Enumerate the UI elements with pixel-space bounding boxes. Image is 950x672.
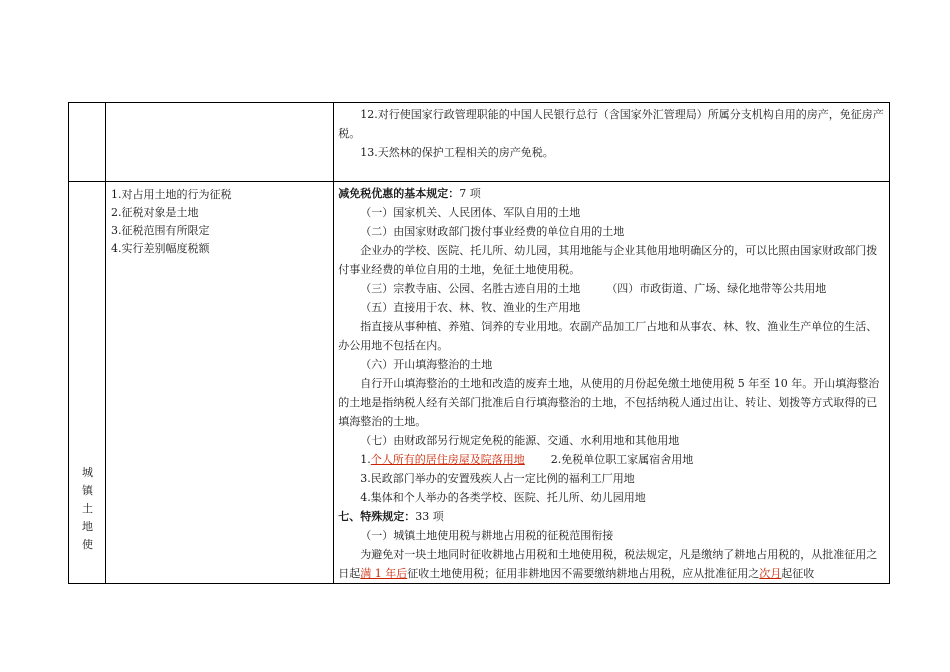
table-row-house-tax (69, 103, 890, 182)
highlighted-text: 满 1 年后 (360, 567, 408, 580)
special-rules-heading: 七、特殊规定：33 项 (338, 510, 444, 523)
item-3-4: （三）宗教寺庙、公园、名胜古迹自用的土地 （四）市政街道、广场、绿化地带等公共用地 (360, 282, 827, 295)
feature-item: 4.实行差别幅度税额 (111, 242, 210, 255)
item-7: （七）由财政部另行规定免税的能源、交通、水利用地和其他用地 (360, 434, 680, 447)
category-cell (69, 103, 106, 182)
feature-item: 3.征税范围有所限定 (111, 224, 210, 237)
exemption-item-13: 13.天然林的保护工程相关的房产免税。 (360, 146, 554, 159)
special-item-1: （一）城镇土地使用税与耕地占用税的征税范围衔接 (360, 529, 614, 542)
table-row-land-use-tax (69, 182, 890, 584)
tax-comparison-table (68, 102, 890, 584)
feature-item: 2.征税对象是土地 (111, 206, 199, 219)
features-cell (106, 182, 334, 584)
item-6: （六）开山填海整治的土地 (360, 358, 493, 371)
highlighted-text: 个人所有的居住房屋及院落用地 (370, 453, 525, 466)
item-5: （五）直接用于农、林、牧、渔业的生产用地 (360, 301, 581, 314)
item-2: （二）由国家财政部门拨付事业经费的单位自用的土地 (360, 225, 625, 238)
feature-item: 1.对占用土地的行为征税 (111, 188, 232, 201)
item-7-sub-4: 4.集体和个人举办的各类学校、医院、托儿所、幼儿园用地 (360, 491, 646, 504)
exemption-item-12: 12.对行使国家行政管理职能的中国人民银行总行（含国家外汇管理局）所属分支机构自用的房产，免征房产税。 (338, 108, 884, 140)
item-2-note: 企业办的学校、医院、托儿所、幼儿园，其用地能与企业其他用地明确区分的，可以比照由国家财政部门拨付事业经费的单位自用的土地，免征土地使用税。 (338, 244, 878, 276)
basic-rules-heading: 减免税优惠的基本规定：7 项 (338, 187, 481, 200)
category-vertical-label: 城 镇 土 地 使 (82, 466, 93, 551)
item-1: （一）国家机关、人民团体、军队自用的土地 (360, 206, 581, 219)
item-7-sub-1-2: 1.个人所有的居住房屋及院落用地 2.免税单位职工家属宿舍用地 (360, 453, 694, 466)
category-cell (69, 182, 106, 584)
exemptions-cell (334, 103, 890, 182)
item-6-note: 自行开山填海整治的土地和改造的废弃土地，从使用的月份起免缴土地使用税 5 年至 10 年。开山填海整治的土地是指纳税人经有关部门批准后自行填海整治的土地，不包括纳税人通过出让、转让、划拨等方式取得的已填海整治的土地。 (338, 377, 880, 428)
item-7-sub-3: 3.民政部门举办的安置残疾人占一定比例的福利工厂用地 (360, 472, 635, 485)
item-5-note: 指直接从事种植、养殖、饲养的专业用地。农副产品加工厂占地和从事农、林、牧、渔业生产单位的生活、办公用地不包括在内。 (338, 320, 878, 352)
special-item-1-note: 为避免对一块土地同时征收耕地占用税和土地使用税，税法规定，凡是缴纳了耕地占用税的，从批准征用之日起满 1 年后征收土地使用税；征用非耕地因不需要缴纳耕地占用税，应从批准征用之次月起征收 (338, 548, 878, 580)
exemptions-cell (334, 182, 890, 584)
features-cell (106, 103, 334, 182)
highlighted-text: 次月 (759, 567, 782, 580)
